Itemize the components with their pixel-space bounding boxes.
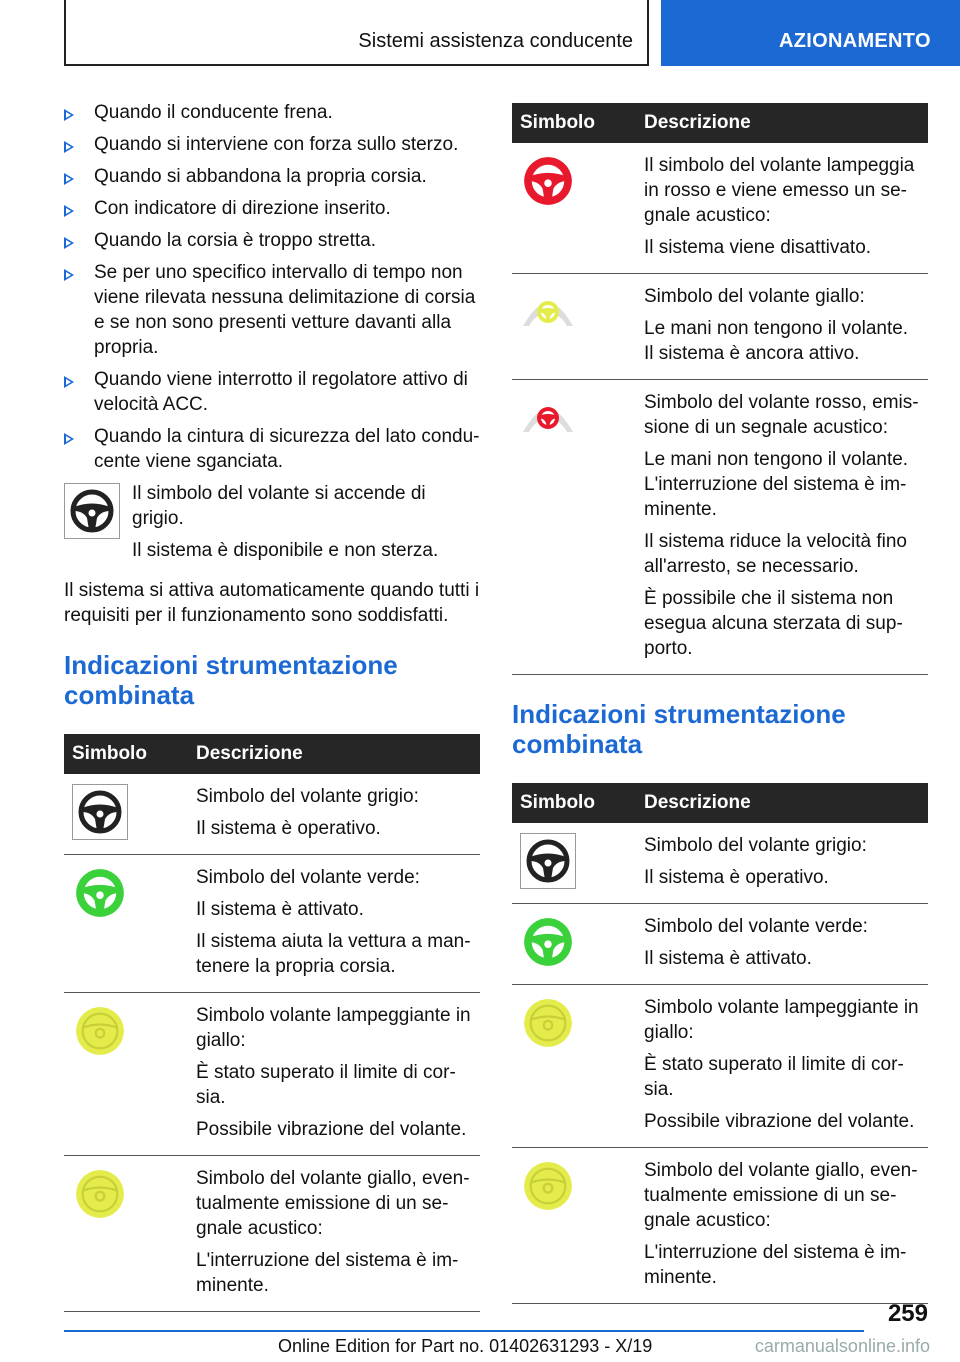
table-row: Simbolo del volante verde: Il sistema è attivato. Il sistema aiuta la vettura a man-tenere la propria corsia. (64, 855, 480, 993)
header-title-box (64, 0, 649, 66)
chapter-title: AZIONAMENTO (779, 30, 931, 52)
right-column (512, 103, 928, 1304)
steering-wheel-red-icon (520, 153, 576, 209)
activation-paragraph: Il sistema si attiva automaticamente quando tutti i requisiti per il funzionamento sono soddisfatti. (64, 580, 480, 626)
steering-wheel-green-icon (72, 865, 128, 921)
column-header-description: Descrizione (636, 783, 928, 823)
table-row: Simbolo del volante rosso, emis-sione di un segnale acustico: Le mani non tengono il volante. L'interruzione del sistema è im-minente. Il sistema riduce la velocità fino all'arresto, se necessario. È possibile che il sistema non esegua alcuna sterzata di sup-porto. (512, 380, 928, 675)
steering-wheel-yellow-icon (520, 1158, 576, 1214)
list-item: Quando il conducente frena. (64, 100, 480, 125)
list-item: Quando si interviene con forza sullo sterzo. (64, 132, 480, 157)
list-item: Quando si abbandona la propria corsia. (64, 164, 480, 189)
steering-wheel-yellow-icon (520, 995, 576, 1051)
left-column (64, 100, 480, 1312)
page-number: 259 (887, 1300, 928, 1327)
page-header (0, 0, 960, 66)
hands-on-wheel-red-icon (520, 390, 576, 446)
symbol-note (64, 481, 480, 570)
steering-wheel-grey-icon (72, 784, 128, 840)
table-row: Simbolo volante lampeggiante in giallo: È stato superato il limite di cor-sia. Possibile vibrazione del volante. (64, 993, 480, 1156)
table-row: Simbolo del volante verde: Il sistema è attivato. (512, 904, 928, 985)
watermark: carmanualsonline.info (754, 1336, 930, 1356)
steering-wheel-grey-icon (64, 483, 120, 539)
bullet-triangle-icon (64, 237, 74, 249)
column-header-symbol: Simbolo (512, 103, 636, 143)
list-item: Con indicatore di direzione inserito. (64, 196, 480, 221)
table-row: Simbolo del volante giallo, even-tualmente emissione di un se-gnale acustico: L'interruzione del sistema è im-minente. (512, 1148, 928, 1304)
bullet-triangle-icon (64, 376, 74, 388)
condition-list (64, 100, 480, 474)
chapter-tab (661, 0, 960, 66)
symbol-note-text: Il simbolo del volante si accende di grigio. Il sistema è disponibile e non sterza. (132, 483, 439, 561)
steering-wheel-grey-icon (520, 833, 576, 889)
hands-on-wheel-yellow-icon (520, 284, 576, 340)
symbol-table (512, 783, 928, 1304)
section-title: Sistemi assistenza conducente (358, 30, 633, 52)
steering-wheel-yellow-icon (72, 1003, 128, 1059)
list-item: Quando viene interrotto il regolatore attivo di velocità ACC. (64, 367, 480, 417)
table-row: Simbolo del volante giallo: Le mani non tengono il volante. Il sistema è ancora attivo. (512, 274, 928, 380)
symbol-table (512, 103, 928, 675)
list-item: Se per uno specifico intervallo di tempo non viene rilevata nessuna delimitazione di corsia e se non sono presenti vetture davanti alla propria. (64, 260, 480, 360)
list-item: Quando la cintura di sicurezza del lato condu-cente viene sganciata. (64, 424, 480, 474)
table-row: Simbolo del volante giallo, even-tualmente emissione di un se-gnale acustico: L'interruzione del sistema è im-minente. (64, 1156, 480, 1312)
bullet-triangle-icon (64, 141, 74, 153)
bullet-triangle-icon (64, 173, 74, 185)
section-heading: Indicazioni strumentazione combinata (64, 650, 398, 710)
bullet-triangle-icon (64, 433, 74, 445)
list-item: Quando la corsia è troppo stretta. (64, 228, 480, 253)
table-row: Simbolo del volante grigio: Il sistema è operativo. (512, 823, 928, 904)
bullet-triangle-icon (64, 269, 74, 281)
column-header-symbol: Simbolo (64, 734, 188, 774)
steering-wheel-green-icon (520, 914, 576, 970)
symbol-table (64, 734, 480, 1312)
bullet-triangle-icon (64, 109, 74, 121)
column-header-description: Descrizione (188, 734, 480, 774)
table-row: Il simbolo del volante lampeggia in rosso e viene emesso un se-gnale acustico: Il sistema viene disattivato. (512, 143, 928, 274)
bullet-triangle-icon (64, 205, 74, 217)
footer-divider (64, 1330, 864, 1332)
edition-text: Online Edition for Part no. 01402631293 - X/19 (278, 1336, 653, 1356)
table-row: Simbolo volante lampeggiante in giallo: È stato superato il limite di cor-sia. Possibile vibrazione del volante. (512, 985, 928, 1148)
column-header-symbol: Simbolo (512, 783, 636, 823)
table-row: Simbolo del volante grigio: Il sistema è operativo. (64, 774, 480, 855)
column-header-description: Descrizione (636, 103, 928, 143)
section-heading: Indicazioni strumentazione combinata (512, 699, 846, 759)
steering-wheel-yellow-icon (72, 1166, 128, 1222)
